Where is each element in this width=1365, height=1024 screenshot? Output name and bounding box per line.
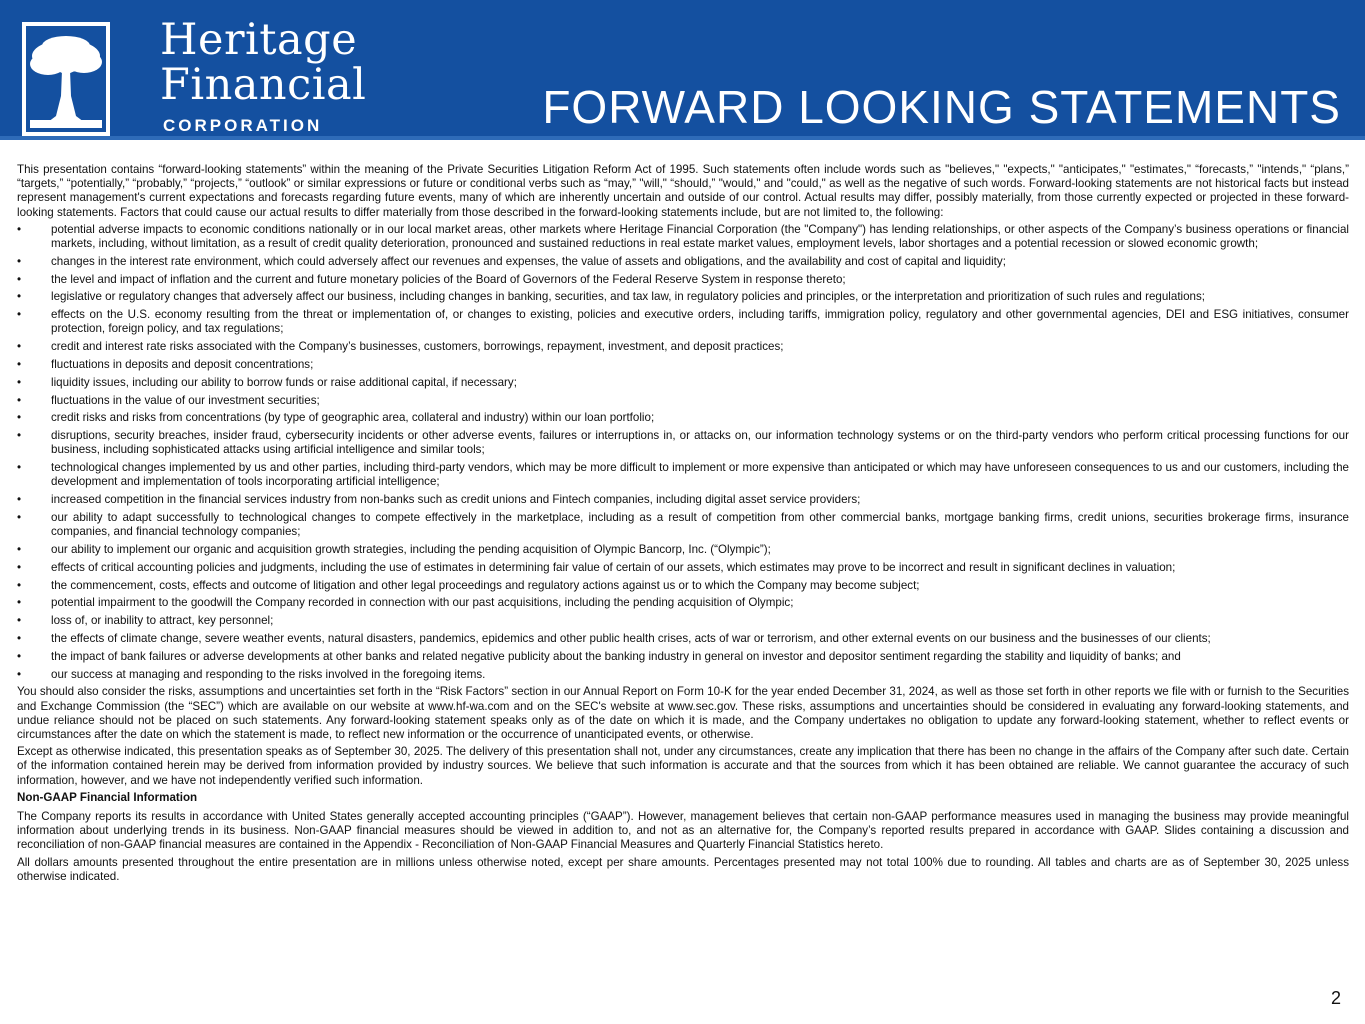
as-of-paragraph: Except as otherwise indicated, this presentation speaks as of September 30, 2025. The delivery of this presentation shall not, under any circumstances, create any implication that there has been no change in the affairs of the Company after such date. Certain of the information contained herein may be derived from information provided by industry sources. We believe that such information is accurate and that the sources from which it has been obtained are reliable. We cannot guarantee the accuracy of such information, however, and we have not independently verified such information. bbox=[17, 745, 1349, 787]
intro-paragraph: This presentation contains “forward-looking statements” within the meaning of the Private Securities Litigation Reform Act of 1995. Such statements often include words such as "believes," "expects," "anticipates," "estimates," “forecasts,” "intends," “plans,” “targets,” “potentially,” “probably,” “projects,” “outlook” or similar expressions or future or conditional verbs such as “may,” "will," “should,” "would," and "could," as well as the negative of such words. Forward-looking statements are not historical facts but instead represent management's current expectations and forecasts regarding future events, many of which are inherently uncertain and outside of our control. Actual results may differ, possibly materially, from those currently expected or projected in these forward-looking statements. Factors that could cause our actual results to differ materially from those described in the forward-looking statements include, but are not limited to, the following: bbox=[17, 163, 1349, 219]
list-item-text: legislative or regulatory changes that adversely affect our business, including changes in banking, securities, and tax law, in regulatory policies and principles, or the interpretation and prioritization of such rules and regulations; bbox=[51, 290, 1206, 304]
disclaimer-body bbox=[17, 163, 1349, 887]
list-item bbox=[17, 493, 1349, 507]
list-item-text: changes in the interest rate environment, which could adversely affect our revenues and expenses, the value of assets and obligations, and the availability and cost of capital and liquidity; bbox=[51, 254, 1006, 268]
list-item bbox=[17, 255, 1349, 269]
list-item bbox=[17, 394, 1349, 408]
logo-name-line1: Heritage bbox=[160, 15, 358, 65]
bullet-marker: • bbox=[17, 429, 22, 443]
list-item-text: the level and impact of inflation and the current and future monetary policies of the Board of Governors of the Federal Reserve System in response thereto; bbox=[51, 272, 846, 286]
list-item-text: fluctuations in the value of our investment securities; bbox=[51, 393, 320, 407]
bullet-marker: • bbox=[17, 340, 22, 354]
dollars-paragraph: All dollars amounts presented throughout the entire presentation are in millions unless otherwise noted, except per share amounts. Percentages presented may not total 100% due to rounding. All tables and charts are as of September 30, 2025 unless otherwise indicated. bbox=[17, 855, 1349, 883]
page-title: FORWARD LOOKING STATEMENTS bbox=[542, 81, 1341, 133]
bullet-marker: • bbox=[17, 308, 22, 322]
logo bbox=[160, 15, 367, 136]
logo-name-line2: Financial bbox=[160, 60, 367, 110]
list-item bbox=[17, 411, 1349, 425]
list-item-text: effects of critical accounting policies and judgments, including the use of estimates in determining fair value of certain of our assets, which estimates may prove to be incorrect and result in significant declines in valuation; bbox=[51, 560, 1176, 574]
bullet-marker: • bbox=[17, 393, 22, 407]
list-item-text: our success at managing and responding to the risks involved in the foregoing items. bbox=[51, 667, 486, 681]
bullet-marker: • bbox=[17, 631, 22, 645]
bullet-marker: • bbox=[17, 560, 22, 574]
list-item bbox=[17, 358, 1349, 372]
bullet-marker: • bbox=[17, 222, 22, 236]
list-item-text: credit risks and risks from concentrations (by type of geographic area, collateral and industry) within our loan portfolio; bbox=[51, 411, 655, 425]
bullet-marker: • bbox=[17, 578, 22, 592]
bullet-marker: • bbox=[17, 510, 22, 524]
list-item-text: disruptions, security breaches, insider fraud, cybersecurity incidents or other adverse events, failures or interruptions in, or attacks on, our information technology systems or on the third-party vendors who perform critical processing functions for our business, including sophisticated attacks using artificial intelligence and similar tools; bbox=[51, 429, 1349, 457]
bullet-marker: • bbox=[17, 667, 22, 681]
bullet-marker: • bbox=[17, 375, 22, 389]
list-item-text: our ability to implement our organic and acquisition growth strategies, including the pending acquisition of Olympic Bancorp, Inc. (“Olympic”); bbox=[51, 542, 771, 556]
list-item bbox=[17, 511, 1349, 539]
bullet-marker: • bbox=[17, 614, 22, 628]
list-item-text: credit and interest rate risks associated with the Company’s businesses, customers, borrowings, repayment, investment, and deposit practices; bbox=[51, 340, 784, 354]
logo-corporation: CORPORATION bbox=[163, 116, 323, 135]
bullet-marker: • bbox=[17, 461, 22, 475]
list-item bbox=[17, 579, 1349, 593]
list-item bbox=[17, 596, 1349, 610]
list-item bbox=[17, 632, 1349, 646]
bullet-marker: • bbox=[17, 542, 22, 556]
list-item bbox=[17, 273, 1349, 287]
list-item-text: the commencement, costs, effects and outcome of litigation and other legal proceedings and regulatory actions against us or to which the Company may become subject; bbox=[51, 578, 920, 592]
bullet-marker: • bbox=[17, 358, 22, 371]
bullet-marker: • bbox=[17, 493, 22, 507]
bullet-marker: • bbox=[17, 596, 22, 610]
nongaap-heading: Non-GAAP Financial Information bbox=[17, 790, 198, 804]
bullet-marker: • bbox=[17, 272, 22, 286]
list-item-text: the effects of climate change, severe weather events, natural disasters, pandemics, epidemics and other public health crises, acts of war or terrorism, and other external events on our business and the businesses of our clients; bbox=[51, 631, 1211, 645]
list-item-text: fluctuations in deposits and deposit concentrations; bbox=[51, 358, 314, 371]
page-number: 2 bbox=[1330, 988, 1341, 1008]
bullet-marker: • bbox=[17, 649, 22, 663]
risk-factor-list bbox=[17, 223, 1349, 682]
list-item bbox=[17, 650, 1349, 664]
list-item-text: loss of, or inability to attract, key personnel; bbox=[51, 614, 274, 628]
list-item bbox=[17, 290, 1349, 304]
list-item bbox=[17, 340, 1349, 354]
risk-paragraph: You should also consider the risks, assumptions and uncertainties set forth in the “Risk Factors” section in our Annual Report on Form 10-K for the year ended December 31, 2024, as well as those set forth in other reports we file with or furnish to the Securities and Exchange Commission (the “SEC”) which are available on our website at www.hf-wa.com and on the SEC's website at www.sec.gov. These risks, assumptions and uncertainties should be considered in evaluating any forward-looking statements, and undue reliance should not be placed on such statements. Any forward-looking statement speaks only as of the date on which it is made, and the Company undertakes no obligation to update any forward-looking statement, whether to reflect events or circumstances after the date on which the statement is made, to reflect new information or the occurrence of unanticipated events, or otherwise. bbox=[17, 685, 1349, 741]
list-item bbox=[17, 461, 1349, 489]
bullet-marker: • bbox=[17, 411, 22, 425]
list-item bbox=[17, 561, 1349, 575]
list-item bbox=[17, 543, 1349, 557]
nongaap-paragraph: The Company reports its results in accordance with United States generally accepted accounting principles (“GAAP”). However, management believes that certain non-GAAP performance measures used in managing the business may provide meaningful information about underlying trends in its business. Non-GAAP financial measures should be viewed in addition to, and not as an alternative for, the Company’s reported results prepared in accordance with GAAP. Slides containing a discussion and reconciliation of non-GAAP financial measures are contained in the Appendix - Reconciliation of Non-GAAP Financial Measures and Quarterly Financial Statistics hereto. bbox=[17, 809, 1349, 852]
list-item-text: effects on the U.S. economy resulting from the threat or implementation of, or changes to existing, policies and executive orders, including tariffs, immigration policy, regulatory and other governmental agencies, DEI and ESG initiatives, consumer protection, foreign policy, and tax regulations; bbox=[51, 308, 1349, 336]
tree-icon bbox=[22, 22, 110, 136]
list-item-text: the impact of bank failures or adverse developments at other banks and related negative publicity about the banking industry in general on investor and depositor sentiment regarding the stability and liquidity of banks; and bbox=[51, 649, 1181, 663]
list-item-text: technological changes implemented by us and other parties, including third-party vendors, which may be more difficult to implement or more expensive than anticipated or which may have unforeseen consequences to us and our customers, including the development and implementation of tools incorporating artificial intelligence; bbox=[51, 461, 1349, 489]
bullet-marker: • bbox=[17, 290, 22, 304]
list-item bbox=[17, 429, 1349, 457]
list-item bbox=[17, 308, 1349, 336]
list-item-text: increased competition in the financial services industry from non-banks such as credit unions and Fintech companies, including digital asset service providers; bbox=[51, 493, 861, 507]
list-item-text: potential impairment to the goodwill the Company recorded in connection with our past acquisitions, including the pending acquisition of Olympic; bbox=[51, 596, 794, 610]
list-item-text: potential adverse impacts to economic conditions nationally or in our local market areas, other markets where Heritage Financial Corporation (the "Company") has lending relationships, or other aspects of the Company’s business operations or financial markets, including, without limitation, as a result of credit quality deterioration, pronounced and sustained reductions in real estate market values, employment levels, labor shortages and a potential recession or slowed economic growth; bbox=[51, 222, 1349, 251]
list-item bbox=[17, 614, 1349, 628]
header-banner bbox=[0, 0, 1365, 140]
bullet-marker: • bbox=[17, 254, 22, 268]
list-item bbox=[17, 376, 1349, 390]
list-item-text: our ability to adapt successfully to technological changes to compete effectively in the marketplace, including as a result of competition from other commercial banks, mortgage banking firms, credit unions, securities brokerage firms, insurance companies, and financial technology companies; bbox=[51, 510, 1349, 539]
list-item-text: liquidity issues, including our ability to borrow funds or raise additional capital, if necessary; bbox=[51, 375, 517, 389]
list-item bbox=[17, 223, 1349, 251]
list-item bbox=[17, 668, 1349, 682]
